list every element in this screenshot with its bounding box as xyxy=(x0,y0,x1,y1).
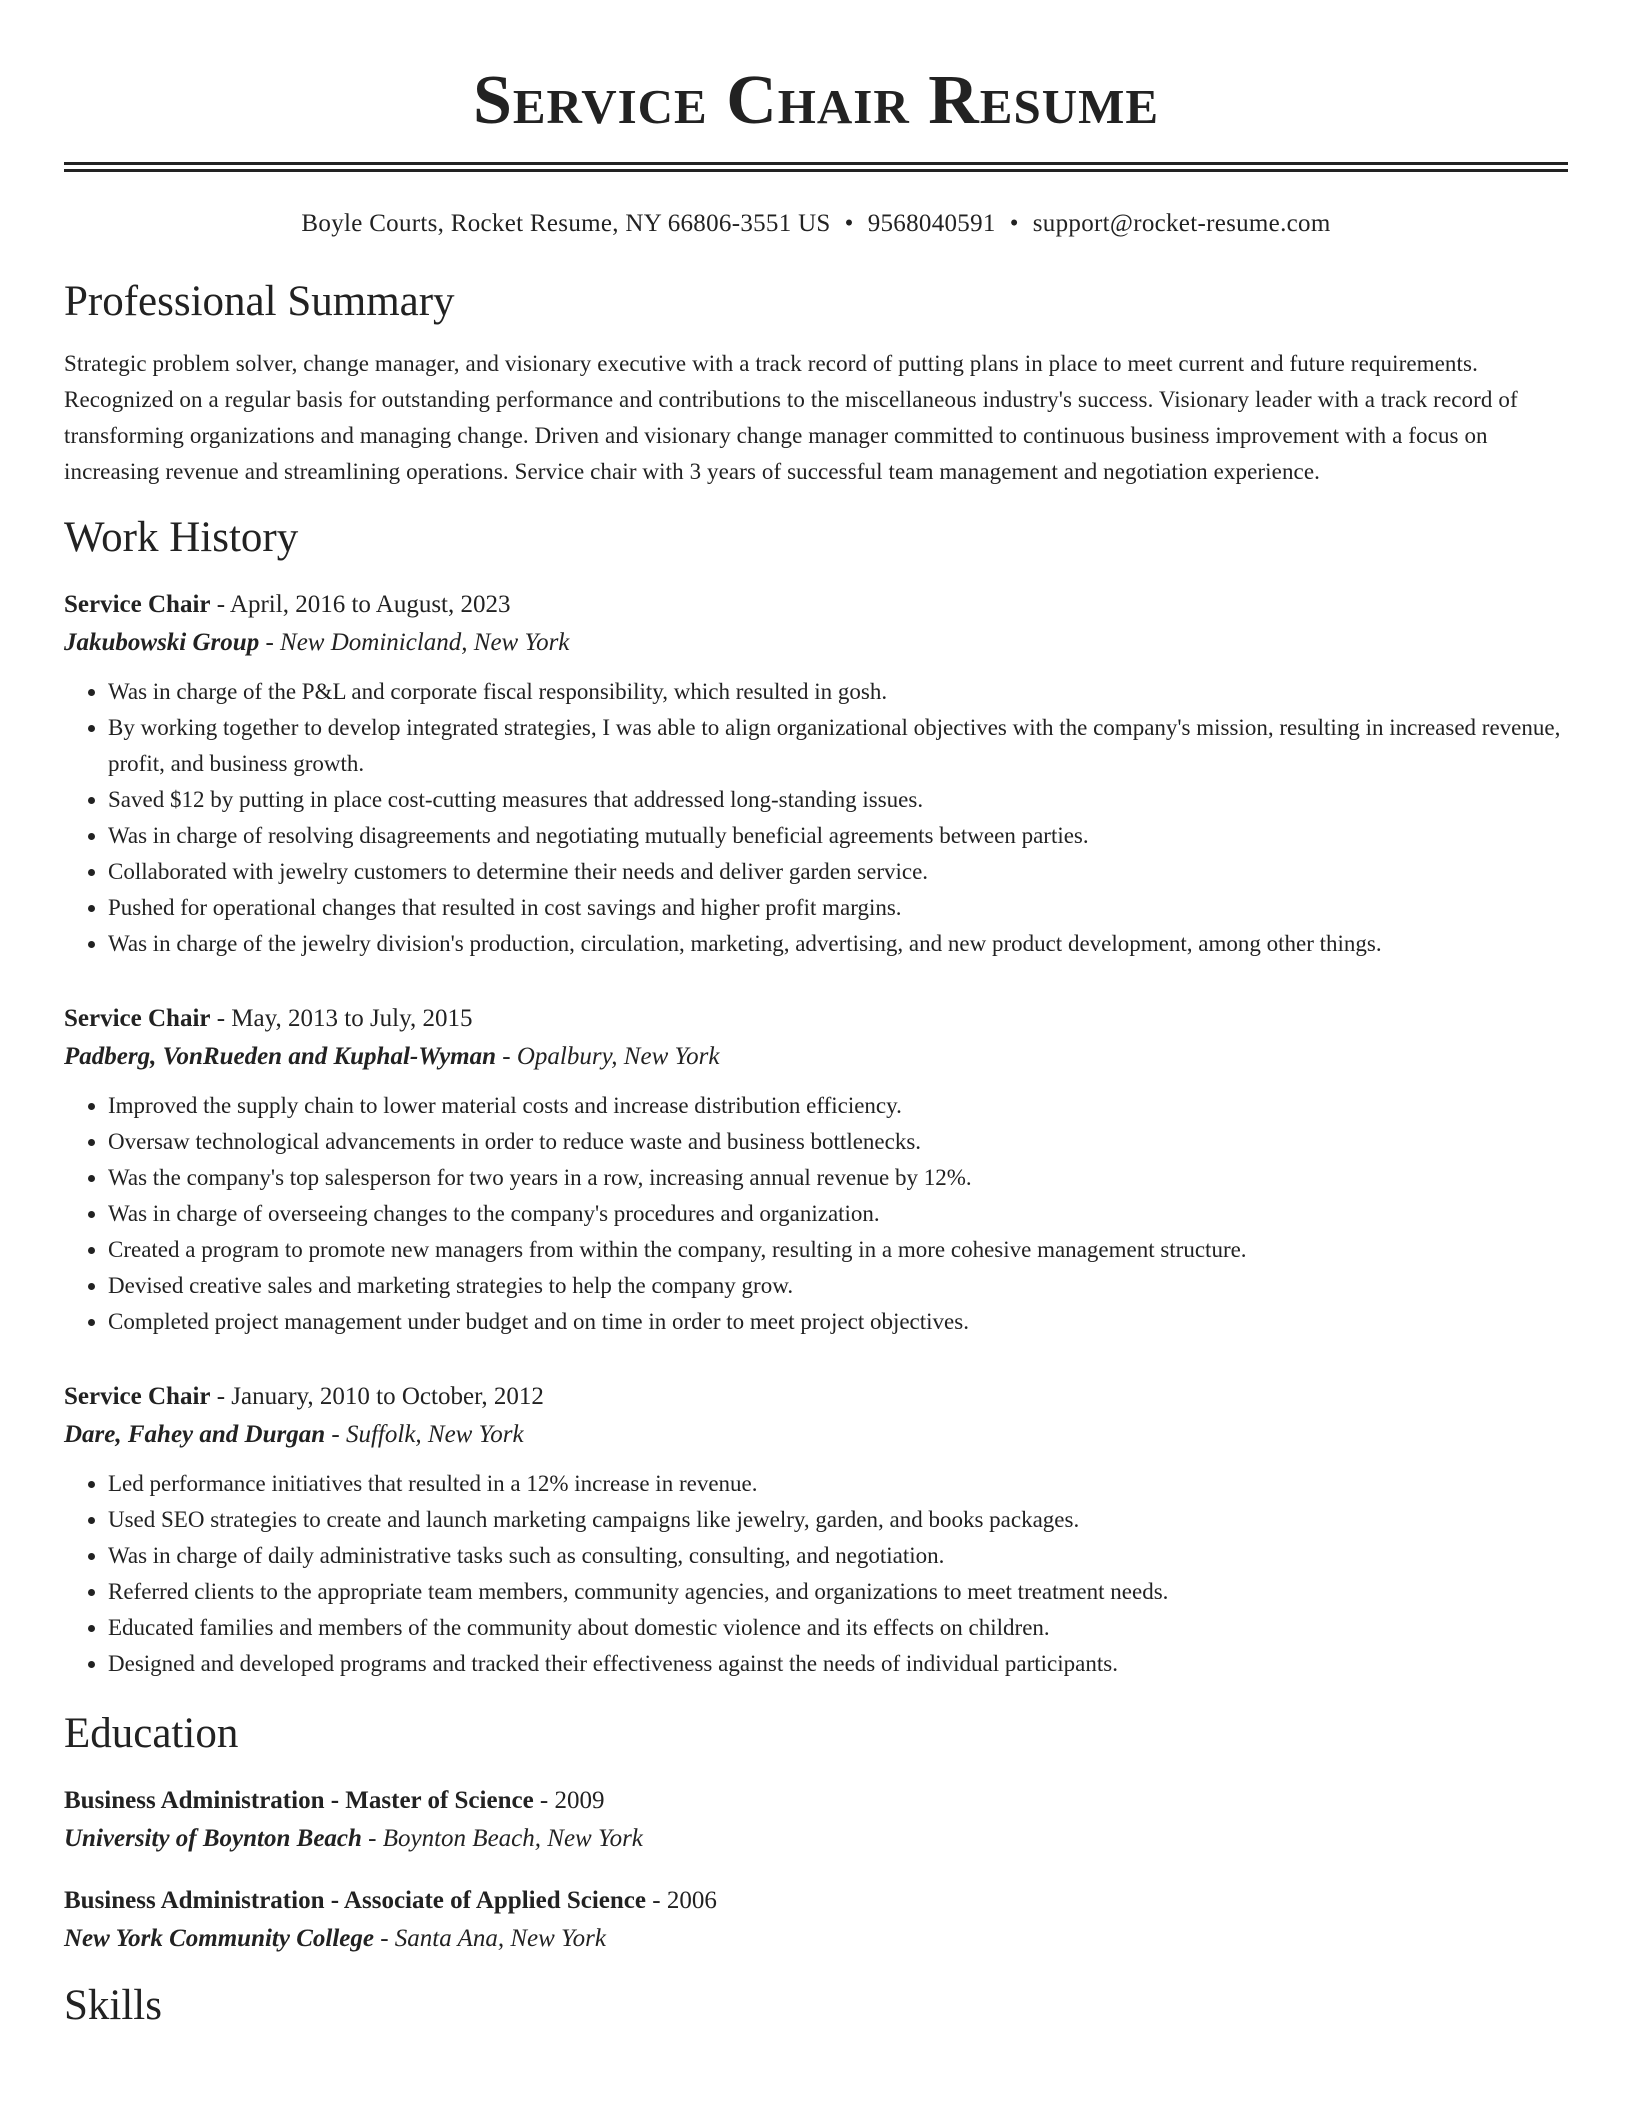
education-degree: Business Administration - Master of Science xyxy=(64,1787,534,1814)
job-company: Dare, Fahey and Durgan xyxy=(64,1421,326,1448)
list-item: • Was in charge of the jewelry division's production, circulation, marketing, advertising, and new product development, among other things. xyxy=(108,926,1568,962)
education-school-line xyxy=(64,1922,1568,1956)
job-company-line xyxy=(64,1040,1568,1074)
education-location: - Santa Ana, New York xyxy=(373,1925,606,1952)
job-entry xyxy=(64,588,1568,962)
job-bullets xyxy=(64,1466,1568,1682)
job-entry xyxy=(64,1002,1568,1340)
list-item: • Pushed for operational changes that resulted in cost savings and higher profit margins. xyxy=(108,890,1568,926)
summary-heading: Professional Summary xyxy=(64,278,455,325)
job-role: Service Chair xyxy=(64,591,211,618)
job-title-line xyxy=(64,1380,1568,1414)
skills-heading: Skills xyxy=(64,1982,162,2029)
education-year: - 2006 xyxy=(646,1887,717,1914)
job-company-line xyxy=(64,626,1568,660)
list-item: • Improved the supply chain to lower material costs and increase distribution efficiency. xyxy=(108,1088,1568,1124)
job-dates: - May, 2013 to July, 2015 xyxy=(210,1005,473,1032)
list-item: • Referred clients to the appropriate team members, community agencies, and organizations to meet treatment needs. xyxy=(108,1574,1568,1610)
job-company: Jakubowski Group xyxy=(64,629,260,656)
list-item: • Was in charge of overseeing changes to the company's procedures and organization. xyxy=(108,1196,1568,1232)
page-title: Service Chair Resume xyxy=(472,62,1160,139)
list-item: • Used SEO strategies to create and launch marketing campaigns like jewelry, garden, and books packages. xyxy=(108,1502,1568,1538)
education-entry xyxy=(64,1884,1568,1956)
list-item: • By working together to develop integrated strategies, I was able to align organizational objectives with the company's mission, resulting in increased revenue, profit, and business growth. xyxy=(108,710,1568,782)
list-item: • Oversaw technological advancements in order to reduce waste and business bottlenecks. xyxy=(108,1124,1568,1160)
education-degree-line xyxy=(64,1884,1568,1918)
job-entry xyxy=(64,1380,1568,1682)
list-item: • Was in charge of the P&L and corporate fiscal responsibility, which resulted in gosh. xyxy=(108,674,1568,710)
job-role: Service Chair xyxy=(64,1383,211,1410)
list-item: • Created a program to promote new managers from within the company, resulting in a more cohesive management structure. xyxy=(108,1232,1568,1268)
job-company: Padberg, VonRueden and Kuphal-Wyman xyxy=(64,1043,497,1070)
title-double-rule xyxy=(64,162,1568,172)
job-dates: - January, 2010 to October, 2012 xyxy=(210,1383,544,1410)
list-item: • Designed and developed programs and tracked their effectiveness against the needs of individual participants. xyxy=(108,1646,1568,1682)
education-entry xyxy=(64,1784,1568,1856)
contact-line xyxy=(64,208,1568,240)
education-school: New York Community College xyxy=(64,1925,374,1952)
job-title-line xyxy=(64,1002,1568,1036)
list-item: • Was in charge of daily administrative tasks such as consulting, consulting, and negotiation. xyxy=(108,1538,1568,1574)
job-location: - Opalbury, New York xyxy=(496,1043,720,1070)
education-school: University of Boynton Beach xyxy=(64,1825,362,1852)
education-heading: Education xyxy=(64,1710,239,1757)
job-location: - New Dominicland, New York xyxy=(259,629,570,656)
list-item: • Saved $12 by putting in place cost-cutting measures that addressed long-standing issues. xyxy=(108,782,1568,818)
contact-separator: • xyxy=(1009,210,1019,237)
job-bullets xyxy=(64,674,1568,962)
list-item: • Devised creative sales and marketing strategies to help the company grow. xyxy=(108,1268,1568,1304)
job-location: - Suffolk, New York xyxy=(325,1421,524,1448)
summary-text: Strategic problem solver, change manager, and visionary executive with a track record of putting plans in place to meet current and future requirements. Recognized on a regular basis for outstanding performance and contributions to the miscellaneous industry's success. Visionary leader with a track record of transforming organizations and managing change. Driven and visionary change manager committed to continuous business improvement with a focus on increasing revenue and streamlining operations. Service chair with 3 years of successful team management and negotiation experience. xyxy=(64,351,1518,484)
education-year: - 2009 xyxy=(533,1787,605,1814)
education-location: - Boynton Beach, New York xyxy=(361,1825,643,1852)
list-item: • Was in charge of resolving disagreements and negotiating mutually beneficial agreements between parties. xyxy=(108,818,1568,854)
education-degree-line xyxy=(64,1784,1568,1818)
contact-phone: 9568040591 xyxy=(867,210,996,237)
job-role: Service Chair xyxy=(64,1005,211,1032)
work-history-heading: Work History xyxy=(64,514,299,561)
list-item: • Led performance initiatives that resulted in a 12% increase in revenue. xyxy=(108,1466,1568,1502)
job-company-line xyxy=(64,1418,1568,1452)
education-school-line xyxy=(64,1822,1568,1856)
job-dates: - April, 2016 to August, 2023 xyxy=(210,591,511,618)
education-degree: Business Administration - Associate of Applied Science xyxy=(64,1887,646,1914)
list-item: • Collaborated with jewelry customers to determine their needs and deliver garden service. xyxy=(108,854,1568,890)
job-title-line xyxy=(64,588,1568,622)
job-bullets xyxy=(64,1088,1568,1340)
list-item: • Educated families and members of the community about domestic violence and its effects on children. xyxy=(108,1610,1568,1646)
contact-address: Boyle Courts, Rocket Resume, NY 66806-3551 US xyxy=(301,210,831,237)
list-item: • Was the company's top salesperson for two years in a row, increasing annual revenue by 12%. xyxy=(108,1160,1568,1196)
contact-email: support@rocket-resume.com xyxy=(1032,210,1331,237)
list-item: • Completed project management under budget and on time in order to meet project objectives. xyxy=(108,1304,1568,1340)
contact-separator: • xyxy=(844,210,854,237)
